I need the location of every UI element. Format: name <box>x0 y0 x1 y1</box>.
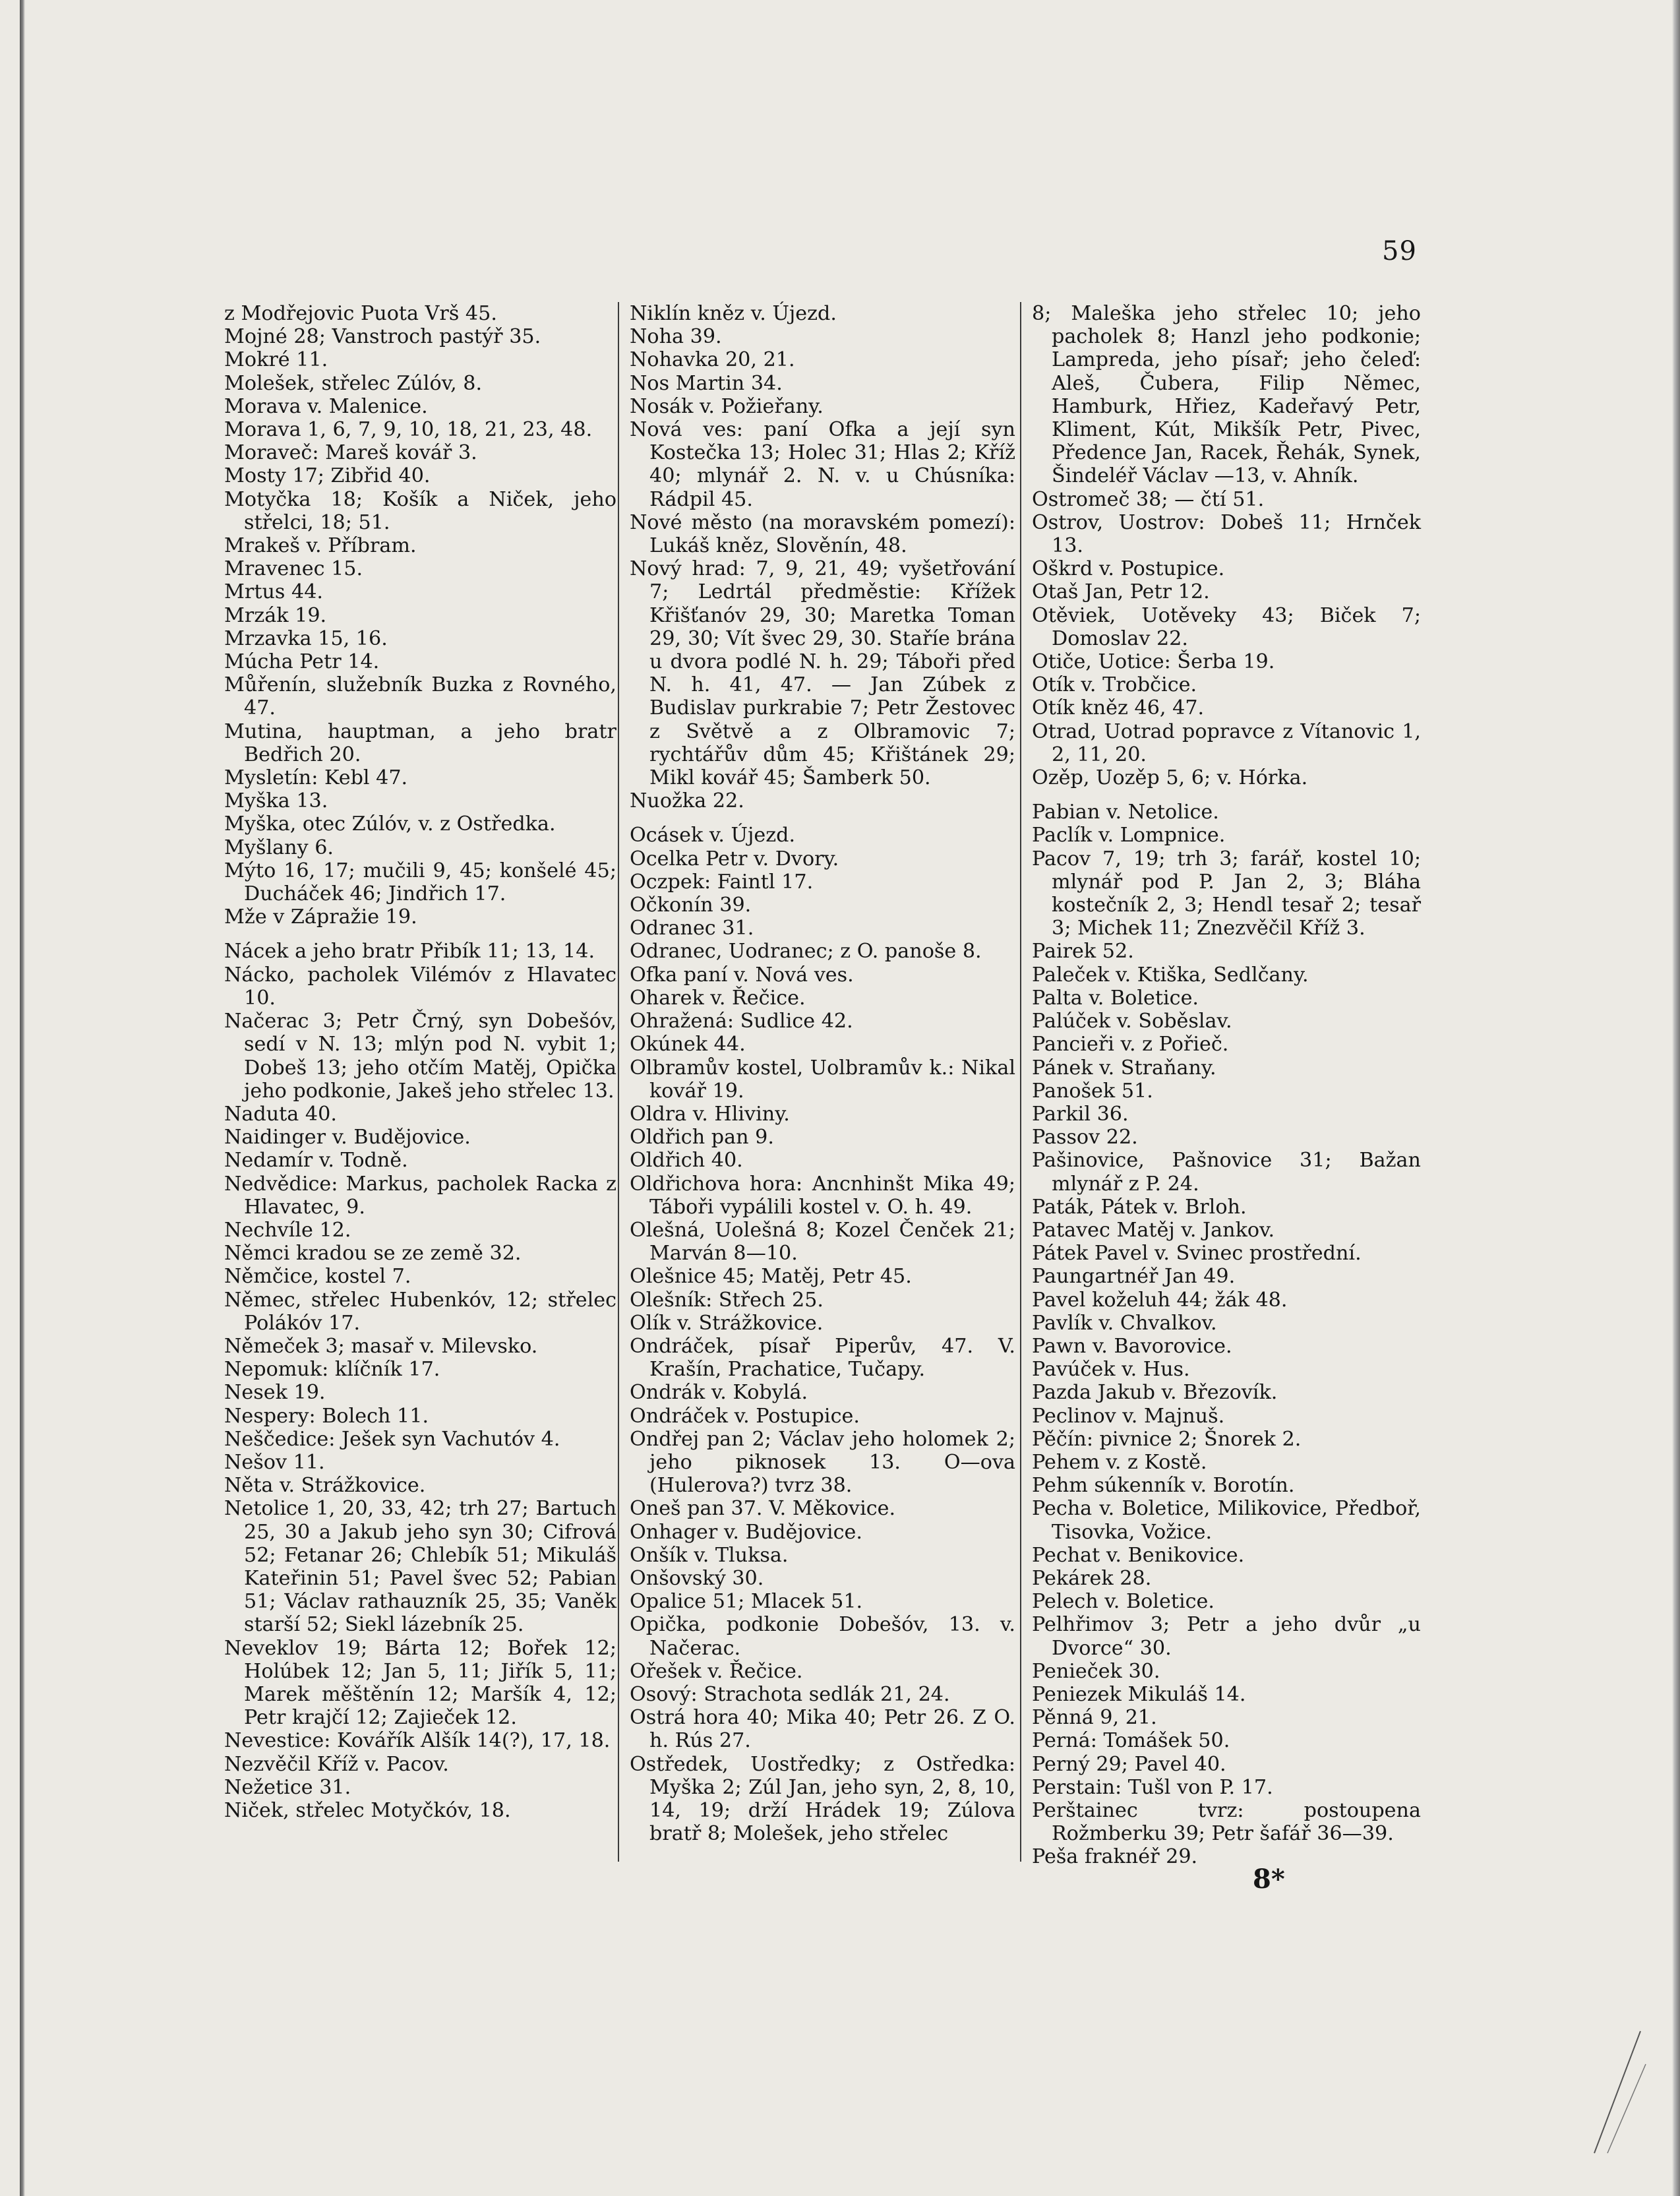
index-entry: Mutina, hauptman, a jeho bratr Bedřich 20. <box>224 719 616 766</box>
index-entry: Pavúček v. Hus. <box>1032 1358 1190 1382</box>
index-entry: Morava 1, 6, 7, 9, 10, 18, 21, 23, 48. <box>224 418 593 442</box>
index-entry: Pavel koželuh 44; žák 48. <box>1032 1288 1288 1312</box>
index-entry: Ostrá hora 40; Mika 40; Petr 26. Z O. h. Rús 27. <box>630 1706 1015 1753</box>
index-entry: Pěnná 9, 21. <box>1032 1706 1157 1730</box>
index-entry: Ozěp, Uozěp 5, 6; v. Hórka. <box>1032 766 1308 790</box>
index-column-3 <box>1032 302 1421 1869</box>
index-entry: Pašinovice, Pašnovice 31; Bažan mlynář z P. 24. <box>1032 1149 1421 1196</box>
index-entry: Múcha Petr 14. <box>224 650 380 674</box>
index-entry: Patavec Matěj v. Jankov. <box>1032 1218 1275 1242</box>
index-entry: Nosák v. Požieřany. <box>630 394 824 418</box>
index-entry: Perštainec tvrz: postoupena Rožmberku 39; Petr šafář 36—39. <box>1032 1799 1421 1846</box>
column-rule <box>618 302 619 1862</box>
index-entry: Ohražená: Sudlice 42. <box>630 1010 853 1033</box>
index-entry: Mokré 11. <box>224 348 328 372</box>
index-entry: Mže v Zápražie 19. <box>224 905 417 929</box>
index-entry: Noha 39. <box>630 325 722 349</box>
index-entry: Motyčka 18; Košík a Niček, jeho střelci, 18; 51. <box>224 487 616 534</box>
index-entry: Passov 22. <box>1032 1126 1138 1149</box>
index-entry: Nedamír v. Todně. <box>224 1149 408 1173</box>
index-entry: Osový: Strachota sedlák 21, 24. <box>630 1682 950 1706</box>
index-entry: Morava v. Malenice. <box>224 394 428 418</box>
index-entry: Nechvíle 12. <box>224 1218 351 1242</box>
index-entry: Pairek 52. <box>1032 940 1134 963</box>
index-entry: Paungartnéř Jan 49. <box>1032 1265 1236 1289</box>
index-entry: Nácko, pacholek Vilémóv z Hlavatec 10. <box>224 963 616 1010</box>
index-entry: Oškrd v. Postupice. <box>1032 557 1225 581</box>
index-entry: Pazda Jakub v. Březovík. <box>1032 1381 1278 1405</box>
index-entry: Otěviek, Uotěveky 43; Biček 7; Domoslav 22. <box>1032 603 1421 650</box>
index-entry: Pavlík v. Chvalkov. <box>1032 1311 1217 1335</box>
index-entry: Nežetice 31. <box>224 1775 351 1799</box>
index-entry: Oldra v. Hliviny. <box>630 1102 790 1126</box>
index-entry: Naidinger v. Budějovice. <box>224 1126 471 1149</box>
index-entry: Pánek v. Straňany. <box>1032 1056 1216 1080</box>
index-entry: Otík v. Trobčice. <box>1032 673 1197 697</box>
index-entry: Mosty 17; Zibřid 40. <box>224 464 431 488</box>
index-entry: Nový hrad: 7, 9, 21, 49; vyšetřování 7; Ledrtál předměstie: Křížek Křišťanóv 29, 30; Maretka Toman 29, 30; Vít švec 29, 30. Staříe brána u dvora podlé N. h. 29; Táboři před N. h. 41, 47. — Jan Zúbek z Budislav purkrabie 7; Petr Žestovec z Světvě a z Olbramovic 7; rychtářův dům 45; Křištánek 29; Mikl kovář 45; Šamberk 50. <box>630 557 1015 790</box>
index-entry: Ondřej pan 2; Václav jeho holomek 2; jeho piknosek 13. O—ova (Hulerova?) tvrz 38. <box>630 1427 1015 1498</box>
index-entry: Odranec 31. <box>630 917 754 940</box>
index-entry: Nešov 11. <box>224 1450 325 1474</box>
index-entry: Mojné 28; Vanstroch pastýř 35. <box>224 325 541 349</box>
page-number: 59 <box>1382 236 1417 266</box>
index-entry: Paclík v. Lompnice. <box>1032 824 1226 847</box>
index-entry: Myška, otec Zúlóv, v. z Ostředka. <box>224 812 556 836</box>
index-entry: Oldřichova hora: Ancnhinšt Mika 49; Táboři vypálili kostel v. O. h. 49. <box>630 1172 1015 1219</box>
index-entry: Olík v. Strážkovice. <box>630 1311 824 1335</box>
index-entry: Paták, Pátek v. Brloh. <box>1032 1195 1247 1219</box>
index-entry: Perstain: Tušl von P. 17. <box>1032 1775 1273 1799</box>
index-entry: Pekárek 28. <box>1032 1566 1152 1590</box>
index-entry: Otiče, Uotice: Šerba 19. <box>1032 650 1275 674</box>
index-entry: Perný 29; Pavel 40. <box>1032 1752 1226 1776</box>
index-entry: Pehem v. z Kostě. <box>1032 1450 1207 1474</box>
index-entry: Peša fraknéř 29. <box>1032 1845 1198 1869</box>
index-entry: Mrzák 19. <box>224 603 327 627</box>
column-rule <box>1020 302 1021 1862</box>
index-entry: Pelhřimov 3; Petr a jeho dvůr „u Dvorce“ 30. <box>1032 1613 1421 1660</box>
index-entry: Pátek Pavel v. Svinec prostřední. <box>1032 1242 1362 1266</box>
index-entry: Nuožka 22. <box>630 789 744 813</box>
index-entry: Neveklov 19; Bárta 12; Bořek 12; Holúbek 12; Jan 5, 11; Jiřík 5, 11; Marek měštěnín 12; Maršík 4, 12; Petr krajčí 12; Zajieček 12. <box>224 1636 616 1730</box>
index-entry: Očkonín 39. <box>630 894 752 917</box>
index-entry: Peclinov v. Majnuš. <box>1032 1404 1225 1428</box>
index-entry: Netolice 1, 20, 33, 42; trh 27; Bartuch 25, 30 a Jakub jeho syn 30; Cifrová 52; Fetanar 26; Chlebík 51; Mikuláš Kateřinin 51; Pavel švec 52; Pabian 51; Václav rathauzník 25, 35; Vaněk starší 52; Siekl lázebník 25. <box>224 1497 616 1637</box>
index-entry: Nová ves: paní Ofka a její syn Kostečka 13; Holec 31; Hlas 2; Kříž 40; mlynář 2. N. v. u Chúsníka: Rádpil 45. <box>630 418 1015 511</box>
index-entry: Oldřich 40. <box>630 1149 743 1173</box>
index-entry: Niklín kněz v. Újezd. <box>630 302 837 325</box>
index-entry: Parkil 36. <box>1032 1102 1129 1126</box>
index-entry: Mýto 16, 17; mučili 9, 45; konšelé 45; Ducháček 46; Jindřich 17. <box>224 859 616 906</box>
index-entry: Peniezek Mikuláš 14. <box>1032 1682 1246 1706</box>
index-entry: Nohavka 20, 21. <box>630 348 795 372</box>
index-entry: Nezvěčil Kříž v. Pacov. <box>224 1752 449 1776</box>
index-entry: Němec, střelec Hubenkóv, 12; střelec Polákóv 17. <box>224 1288 616 1335</box>
index-entry: Opička, podkonie Dobešóv, 13. v. Načerac. <box>630 1613 1015 1660</box>
index-entry: Ostrov, Uostrov: Dobeš 11; Hrnček 13. <box>1032 510 1421 558</box>
index-entry: Myšlany 6. <box>224 836 334 859</box>
index-entry: Pawn v. Bavorovice. <box>1032 1334 1232 1358</box>
index-entry: Nedvědice: Markus, pacholek Racka z Hlavatec, 9. <box>224 1172 616 1219</box>
index-entry: z Modřejovic Puota Vrš 45. <box>224 302 497 325</box>
index-entry: 8; Maleška jeho střelec 10; jeho pacholek 8; Hanzl jeho podkonie; Lampreda, jeho písař; jeho čeleď: Aleš, Čubera, Filip Němec, Hamburk, Hřiez, Kadeřavý Petr, Kliment, Kút, Mikšík Petr, Pivec, Předence Jan, Racek, Řehák, Synek, Šindeléř Václav —13, v. Ahník. <box>1032 302 1421 488</box>
index-entry: Nepomuk: klíčník 17. <box>224 1358 440 1382</box>
binding-shadow <box>20 0 25 2196</box>
index-entry: Ofka paní v. Nová ves. <box>630 963 854 987</box>
index-entry: Ondráček, písař Piperův, 47. V. Krašín, Prachatice, Tučapy. <box>630 1334 1015 1382</box>
sheet-signature: 8* <box>1253 1864 1285 1895</box>
index-entry: Něta v. Strážkovice. <box>224 1474 426 1498</box>
index-entry: Němčice, kostel 7. <box>224 1265 411 1289</box>
index-entry: Nevestice: Kovářík Alšík 14(?), 17, 18. <box>224 1729 611 1753</box>
index-entry: Molešek, střelec Zúlóv, 8. <box>224 371 483 395</box>
corner-scratch-mark <box>1588 2025 1647 2156</box>
index-entry: Pecha v. Boletice, Milikovice, Předboř, Tisovka, Vožice. <box>1032 1497 1421 1544</box>
index-entry: Naduta 40. <box>224 1102 337 1126</box>
index-entry: Oczpek: Faintl 17. <box>630 870 814 894</box>
index-entry: Opalice 51; Mlacek 51. <box>630 1590 863 1614</box>
index-entry: Otaš Jan, Petr 12. <box>1032 580 1210 604</box>
index-entry: Pehm súkenník v. Borotín. <box>1032 1474 1295 1498</box>
index-entry: Němeček 3; masař v. Milevsko. <box>224 1334 538 1358</box>
index-entry: Pabian v. Netolice. <box>1032 801 1219 824</box>
index-entry: Odranec, Uodranec; z O. panoše 8. <box>630 940 982 963</box>
index-entry: Niček, střelec Motyčkóv, 18. <box>224 1799 511 1822</box>
page-edge <box>1672 0 1680 2196</box>
index-entry: Onšovský 30. <box>630 1566 764 1590</box>
index-entry: Otík kněz 46, 47. <box>1032 696 1205 720</box>
index-entry: Panošek 51. <box>1032 1079 1153 1103</box>
index-entry: Mysletín: Kebl 47. <box>224 766 408 790</box>
index-entry: Ondrák v. Kobylá. <box>630 1381 808 1405</box>
index-entry: Oneš pan 37. V. Měkovice. <box>630 1497 896 1521</box>
index-entry: Perná: Tomášek 50. <box>1032 1729 1230 1753</box>
index-entry: Moraveč: Mareš kovář 3. <box>224 441 477 465</box>
index-entry: Palúček v. Soběslav. <box>1032 1010 1232 1033</box>
index-entry: Mravenec 15. <box>224 557 363 581</box>
index-entry: Můřenín, služebník Buzka z Rovného, 47. <box>224 673 616 720</box>
index-column-2 <box>630 302 1015 1845</box>
index-entry: Mrzavka 15, 16. <box>224 626 388 650</box>
index-entry: Okúnek 44. <box>630 1033 746 1056</box>
index-entry: Ondráček v. Postupice. <box>630 1404 860 1428</box>
index-entry: Mrtus 44. <box>224 580 324 604</box>
index-entry: Oharek v. Řečice. <box>630 986 806 1010</box>
index-entry: Pelech v. Boletice. <box>1032 1590 1215 1614</box>
index-entry: Pěčín: pivnice 2; Šnorek 2. <box>1032 1427 1302 1451</box>
index-entry: Myška 13. <box>224 789 328 813</box>
index-entry: Nesek 19. <box>224 1381 326 1405</box>
index-entry: Otrad, Uotrad popravce z Vítanovic 1, 2, 11, 20. <box>1032 719 1421 766</box>
index-entry: Němci kradou se ze země 32. <box>224 1242 522 1266</box>
index-entry: Olešník: Střech 25. <box>630 1288 824 1312</box>
index-entry: Ocelka Petr v. Dvory. <box>630 847 839 870</box>
index-column-1 <box>224 302 616 1822</box>
index-entry: Olbramův kostel, Uolbramův k.: Nikal kovář 19. <box>630 1056 1015 1103</box>
index-entry: Oldřich pan 9. <box>630 1126 774 1149</box>
index-entry: Načerac 3; Petr Črný, syn Dobešóv, sedí v N. 13; mlýn pod N. vybit 1; Dobeš 13; jeho otčím Matěj, Opička jeho podkonie, Jakeš jeho střelec 13. <box>224 1010 616 1103</box>
index-entry: Nos Martin 34. <box>630 371 783 395</box>
index-entry: Pechat v. Benikovice. <box>1032 1543 1245 1567</box>
index-entry: Neščedice: Ješek syn Vachutóv 4. <box>224 1427 560 1451</box>
index-entry: Pancieři v. z Pořieč. <box>1032 1033 1229 1056</box>
index-entry: Olešnice 45; Matěj, Petr 45. <box>630 1265 912 1289</box>
index-entry: Mrakeš v. Příbram. <box>224 534 417 558</box>
index-entry: Palta v. Boletice. <box>1032 986 1199 1010</box>
index-entry: Ořešek v. Řečice. <box>630 1659 803 1683</box>
index-entry: Ocásek v. Újezd. <box>630 824 796 847</box>
index-entry: Nácek a jeho bratr Přibík 11; 13, 14. <box>224 940 595 963</box>
index-entry: Ostromeč 38; — čtí 51. <box>1032 487 1265 511</box>
index-entry: Penieček 30. <box>1032 1659 1160 1683</box>
index-entry: Paleček v. Ktiška, Sedlčany. <box>1032 963 1309 987</box>
index-entry: Ostředek, Uostředky; z Ostředka: Myška 2; Zúl Jan, jeho syn, 2, 8, 10, 14, 19; drží Hrádek 19; Zúlova bratř 8; Molešek, jeho střelec <box>630 1752 1015 1846</box>
index-entry: Olešná, Uolešná 8; Kozel Čenček 21; Marván 8—10. <box>630 1218 1015 1266</box>
index-entry: Nové město (na moravském pomezí): Lukáš kněz, Slověnín, 48. <box>630 510 1015 558</box>
index-entry: Onhager v. Budějovice. <box>630 1520 862 1544</box>
index-entry: Onšík v. Tluksa. <box>630 1543 789 1567</box>
index-entry: Pacov 7, 19; trh 3; farář, kostel 10; mlynář pod P. Jan 2, 3; Bláha kostečník 2, 3; Hendl tesař 2; tesař 3; Michek 11; Znezvěčil Kříž 3. <box>1032 847 1421 940</box>
index-entry: Nespery: Bolech 11. <box>224 1404 429 1428</box>
